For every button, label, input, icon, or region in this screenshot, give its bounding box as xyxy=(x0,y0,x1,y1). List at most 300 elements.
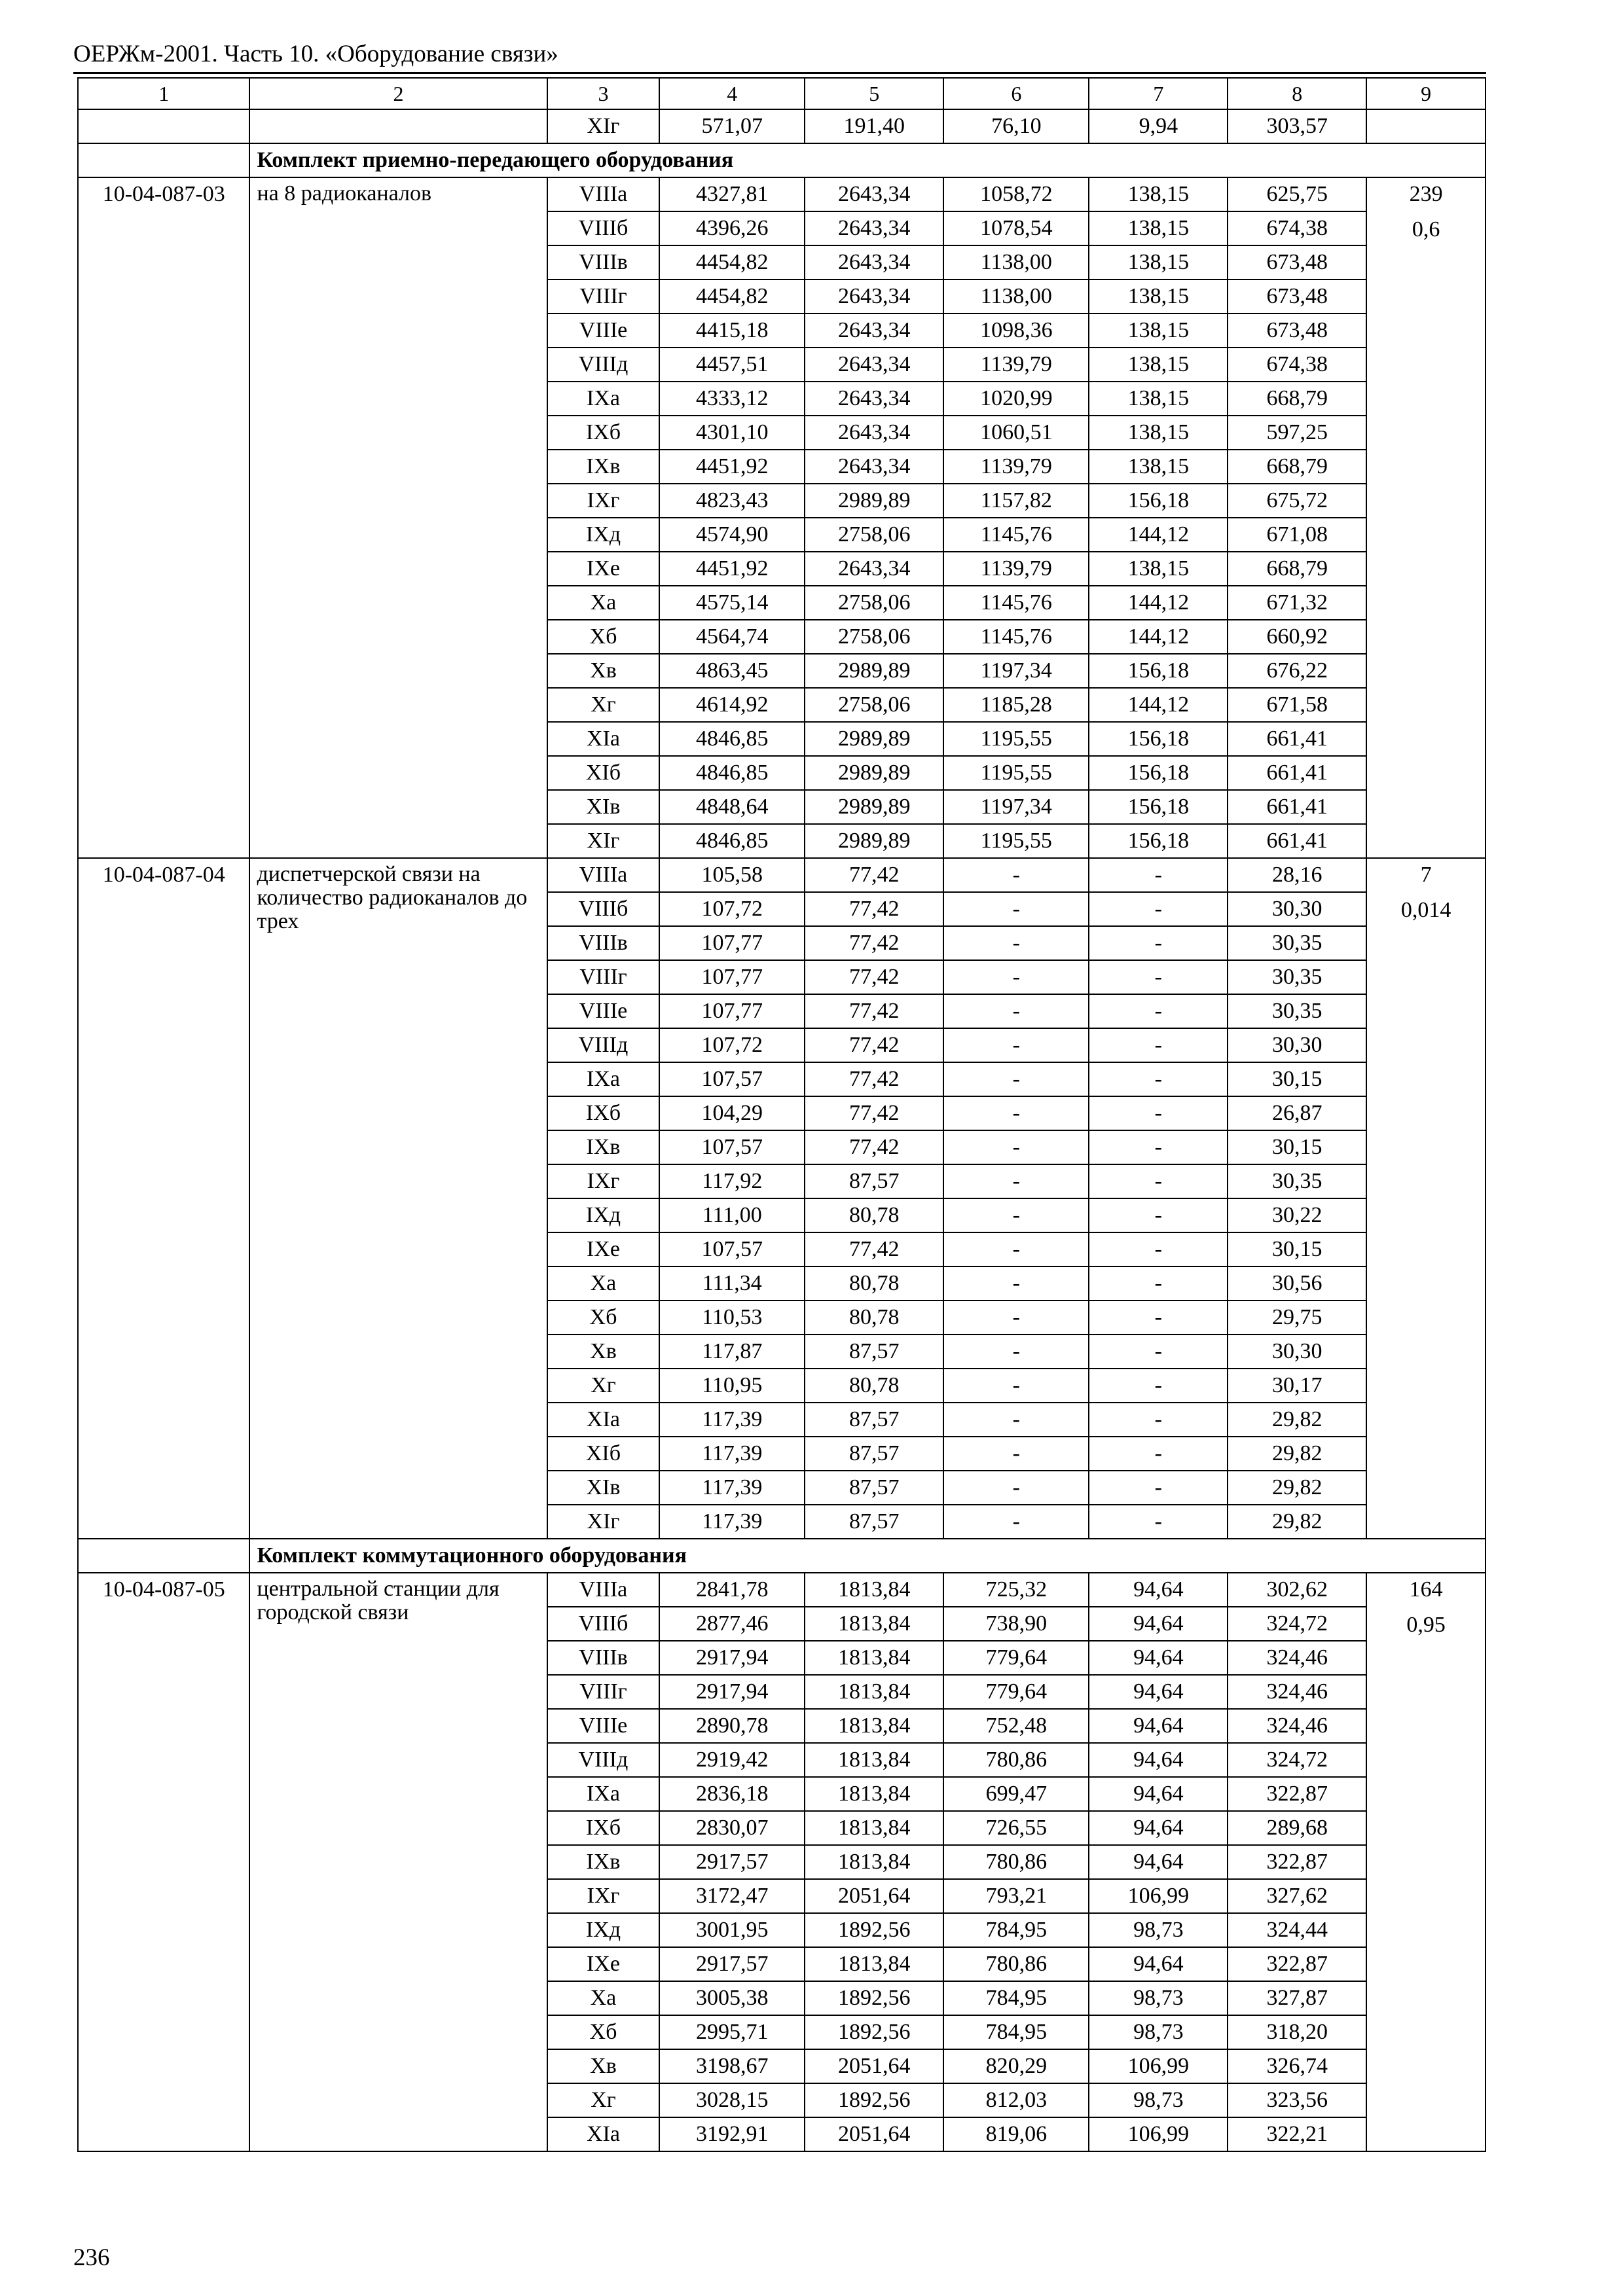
rates-table xyxy=(77,77,1486,2152)
value-cell: 30,30 xyxy=(1228,892,1366,926)
value-cell: 30,17 xyxy=(1228,1369,1366,1403)
zone-cell: Xв xyxy=(547,654,660,688)
zone-cell: VIIIа xyxy=(547,1573,660,1607)
value-cell: 138,15 xyxy=(1089,314,1228,348)
value-cell: 673,48 xyxy=(1228,245,1366,279)
value-cell: 77,42 xyxy=(805,1062,943,1096)
value-cell: 30,30 xyxy=(1228,1028,1366,1062)
value-cell: 156,18 xyxy=(1089,722,1228,756)
value-cell: 673,48 xyxy=(1228,279,1366,314)
value-cell: 1197,34 xyxy=(943,654,1089,688)
value-cell: 752,48 xyxy=(943,1709,1089,1743)
value-cell: 2758,06 xyxy=(805,518,943,552)
value-cell: 94,64 xyxy=(1089,1675,1228,1709)
zone-cell: IXд xyxy=(547,1913,660,1947)
value-cell: 104,29 xyxy=(659,1096,805,1130)
value-cell: 322,87 xyxy=(1228,1947,1366,1981)
value-cell: 94,64 xyxy=(1089,1777,1228,1811)
col9-value: 0,95 xyxy=(1406,1613,1446,1637)
value-cell: 105,58 xyxy=(659,858,805,892)
zone-cell: IXе xyxy=(547,1232,660,1266)
value-cell: - xyxy=(943,1369,1089,1403)
value-cell: 77,42 xyxy=(805,892,943,926)
column-number: 5 xyxy=(805,78,943,109)
zone-cell: Xа xyxy=(547,1266,660,1300)
value-cell: 4327,81 xyxy=(659,177,805,211)
value-cell: 94,64 xyxy=(1089,1743,1228,1777)
value-cell: 4846,85 xyxy=(659,824,805,858)
zone-cell: XIа xyxy=(547,2117,660,2151)
value-cell: 26,87 xyxy=(1228,1096,1366,1130)
value-cell: 2919,42 xyxy=(659,1743,805,1777)
value-cell: 2643,34 xyxy=(805,348,943,382)
zone-cell: VIIIа xyxy=(547,177,660,211)
zone-cell: IXг xyxy=(547,484,660,518)
zone-cell: XIв xyxy=(547,1471,660,1505)
value-cell: 2890,78 xyxy=(659,1709,805,1743)
value-cell: 671,08 xyxy=(1228,518,1366,552)
value-cell: 30,35 xyxy=(1228,994,1366,1028)
value-cell: 1195,55 xyxy=(943,756,1089,790)
zone-cell: XIб xyxy=(547,1437,660,1471)
column-number: 1 xyxy=(78,78,249,109)
value-cell: 30,15 xyxy=(1228,1130,1366,1164)
value-cell: 4846,85 xyxy=(659,722,805,756)
value-cell: - xyxy=(943,1062,1089,1096)
value-cell: 4301,10 xyxy=(659,416,805,450)
zone-cell: VIIIв xyxy=(547,926,660,960)
value-cell: 671,58 xyxy=(1228,688,1366,722)
value-cell: 2989,89 xyxy=(805,654,943,688)
value-cell: 1813,84 xyxy=(805,1811,943,1845)
value-cell: 1185,28 xyxy=(943,688,1089,722)
value-cell: 107,77 xyxy=(659,926,805,960)
zone-cell: XIа xyxy=(547,1403,660,1437)
value-cell: 94,64 xyxy=(1089,1573,1228,1607)
value-cell: 138,15 xyxy=(1089,382,1228,416)
value-cell: - xyxy=(1089,1198,1228,1232)
value-cell: 2051,64 xyxy=(805,1879,943,1913)
rate-code: 10-04-087-03 xyxy=(78,177,249,858)
value-cell: - xyxy=(943,1198,1089,1232)
value-cell: 106,99 xyxy=(1089,2049,1228,2083)
value-cell: 1197,34 xyxy=(943,790,1089,824)
value-cell: 327,62 xyxy=(1228,1879,1366,1913)
value-cell: - xyxy=(943,1505,1089,1539)
value-cell: - xyxy=(943,926,1089,960)
value-cell: 324,46 xyxy=(1228,1641,1366,1675)
value-cell: - xyxy=(1089,1096,1228,1130)
value-cell: - xyxy=(1089,1130,1228,1164)
value-cell: 1157,82 xyxy=(943,484,1089,518)
value-cell: 668,79 xyxy=(1228,382,1366,416)
value-cell: 674,38 xyxy=(1228,348,1366,382)
value-cell: 4454,82 xyxy=(659,245,805,279)
value-cell: 4333,12 xyxy=(659,382,805,416)
value-cell: 1892,56 xyxy=(805,2083,943,2117)
value-cell: - xyxy=(943,1130,1089,1164)
value-cell: 1195,55 xyxy=(943,824,1089,858)
value-cell: 117,39 xyxy=(659,1505,805,1539)
value-cell: 144,12 xyxy=(1089,620,1228,654)
value-cell: 191,40 xyxy=(805,109,943,143)
value-cell: 30,15 xyxy=(1228,1232,1366,1266)
section-spacer xyxy=(78,143,249,177)
value-cell: - xyxy=(943,1028,1089,1062)
value-cell: 668,79 xyxy=(1228,552,1366,586)
column-number-row xyxy=(78,78,1486,109)
value-cell: 76,10 xyxy=(943,109,1089,143)
zone-cell: Xа xyxy=(547,1981,660,2015)
value-cell: 793,21 xyxy=(943,1879,1089,1913)
column-number: 8 xyxy=(1228,78,1366,109)
value-cell: 2643,34 xyxy=(805,177,943,211)
zone-cell: VIIIв xyxy=(547,245,660,279)
value-cell: 779,64 xyxy=(943,1641,1089,1675)
value-cell: 4451,92 xyxy=(659,450,805,484)
value-cell: 117,87 xyxy=(659,1335,805,1369)
zone-cell: VIIIб xyxy=(547,1607,660,1641)
value-cell: 661,41 xyxy=(1228,756,1366,790)
column-number: 9 xyxy=(1366,78,1486,109)
zone-cell: VIIIг xyxy=(547,279,660,314)
value-cell: 2989,89 xyxy=(805,484,943,518)
zone-cell: IXа xyxy=(547,1062,660,1096)
value-cell: 2643,34 xyxy=(805,245,943,279)
value-cell: 77,42 xyxy=(805,1130,943,1164)
value-cell: - xyxy=(1089,1300,1228,1335)
zone-cell: VIIIв xyxy=(547,1641,660,1675)
value-cell: 327,87 xyxy=(1228,1981,1366,2015)
col9-values xyxy=(1366,177,1486,858)
value-cell: 156,18 xyxy=(1089,824,1228,858)
value-cell: 94,64 xyxy=(1089,1641,1228,1675)
value-cell: 1145,76 xyxy=(943,518,1089,552)
value-cell: - xyxy=(943,1164,1089,1198)
value-cell: 117,39 xyxy=(659,1471,805,1505)
value-cell: 289,68 xyxy=(1228,1811,1366,1845)
value-cell: 107,57 xyxy=(659,1130,805,1164)
value-cell: 324,72 xyxy=(1228,1743,1366,1777)
value-cell: - xyxy=(1089,1505,1228,1539)
value-cell: 156,18 xyxy=(1089,484,1228,518)
value-cell: 2051,64 xyxy=(805,2117,943,2151)
value-cell: 820,29 xyxy=(943,2049,1089,2083)
value-cell: 812,03 xyxy=(943,2083,1089,2117)
value-cell: 2758,06 xyxy=(805,688,943,722)
value-cell: 1138,00 xyxy=(943,279,1089,314)
zone-cell: VIIIг xyxy=(547,1675,660,1709)
section-spacer xyxy=(78,1539,249,1573)
page-number: 236 xyxy=(73,2244,110,2271)
value-cell: - xyxy=(1089,1335,1228,1369)
value-cell: 4574,90 xyxy=(659,518,805,552)
value-cell: 324,46 xyxy=(1228,1709,1366,1743)
value-cell: 4454,82 xyxy=(659,279,805,314)
value-cell: 676,22 xyxy=(1228,654,1366,688)
value-cell: - xyxy=(943,858,1089,892)
value-cell: 1139,79 xyxy=(943,348,1089,382)
value-cell: 322,87 xyxy=(1228,1777,1366,1811)
value-cell: 138,15 xyxy=(1089,211,1228,245)
value-cell: 138,15 xyxy=(1089,177,1228,211)
value-cell: 80,78 xyxy=(805,1198,943,1232)
value-cell: 2989,89 xyxy=(805,790,943,824)
value-cell: - xyxy=(943,994,1089,1028)
value-cell: 77,42 xyxy=(805,1232,943,1266)
value-cell: 4415,18 xyxy=(659,314,805,348)
value-cell: 80,78 xyxy=(805,1300,943,1335)
zone-cell: XIа xyxy=(547,722,660,756)
zone-cell: XIг xyxy=(547,109,660,143)
value-cell: 29,82 xyxy=(1228,1403,1366,1437)
value-cell: 144,12 xyxy=(1089,688,1228,722)
value-cell: - xyxy=(943,1403,1089,1437)
zone-cell: VIIIг xyxy=(547,960,660,994)
value-cell: - xyxy=(943,1096,1089,1130)
col9-values xyxy=(1366,1573,1486,2151)
value-cell: 110,53 xyxy=(659,1300,805,1335)
value-cell: 138,15 xyxy=(1089,279,1228,314)
value-cell: 1145,76 xyxy=(943,620,1089,654)
value-cell: - xyxy=(943,1266,1089,1300)
col9-cell xyxy=(1366,109,1486,143)
value-cell: 111,34 xyxy=(659,1266,805,1300)
value-cell: 87,57 xyxy=(805,1164,943,1198)
value-cell: 1892,56 xyxy=(805,2015,943,2049)
value-cell: 780,86 xyxy=(943,1743,1089,1777)
zone-cell: IXа xyxy=(547,1777,660,1811)
zone-cell: IXд xyxy=(547,518,660,552)
value-cell: 2841,78 xyxy=(659,1573,805,1607)
value-cell: - xyxy=(1089,960,1228,994)
value-cell: 2877,46 xyxy=(659,1607,805,1641)
zone-cell: IXд xyxy=(547,1198,660,1232)
value-cell: 303,57 xyxy=(1228,109,1366,143)
column-number: 4 xyxy=(659,78,805,109)
value-cell: 780,86 xyxy=(943,1845,1089,1879)
value-cell: 1813,84 xyxy=(805,1777,943,1811)
value-cell: 3192,91 xyxy=(659,2117,805,2151)
zone-cell: Xб xyxy=(547,620,660,654)
value-cell: 1813,84 xyxy=(805,1743,943,1777)
value-cell: 1813,84 xyxy=(805,1709,943,1743)
zone-cell: XIг xyxy=(547,824,660,858)
zone-cell: XIг xyxy=(547,1505,660,1539)
value-cell: 77,42 xyxy=(805,926,943,960)
value-cell: 106,99 xyxy=(1089,2117,1228,2151)
value-cell: - xyxy=(943,1437,1089,1471)
value-cell: 30,15 xyxy=(1228,1062,1366,1096)
value-cell: 3005,38 xyxy=(659,1981,805,2015)
value-cell: - xyxy=(1089,1062,1228,1096)
value-cell: 98,73 xyxy=(1089,2015,1228,2049)
value-cell: 30,35 xyxy=(1228,926,1366,960)
table-row xyxy=(78,858,1486,892)
value-cell: 87,57 xyxy=(805,1505,943,1539)
value-cell: 2836,18 xyxy=(659,1777,805,1811)
value-cell: 1145,76 xyxy=(943,586,1089,620)
value-cell: 87,57 xyxy=(805,1437,943,1471)
col9-values xyxy=(1366,858,1486,1539)
value-cell: 699,47 xyxy=(943,1777,1089,1811)
value-cell: 77,42 xyxy=(805,858,943,892)
value-cell: 1138,00 xyxy=(943,245,1089,279)
col9-value: 0,014 xyxy=(1400,898,1451,922)
value-cell: 98,73 xyxy=(1089,1981,1228,2015)
value-cell: - xyxy=(943,1471,1089,1505)
value-cell: 779,64 xyxy=(943,1675,1089,1709)
value-cell: - xyxy=(943,1300,1089,1335)
value-cell: 4575,14 xyxy=(659,586,805,620)
value-cell: 94,64 xyxy=(1089,1811,1228,1845)
value-cell: 4863,45 xyxy=(659,654,805,688)
value-cell: 668,79 xyxy=(1228,450,1366,484)
value-cell: 2643,34 xyxy=(805,552,943,586)
value-cell: - xyxy=(943,1232,1089,1266)
table-body xyxy=(78,78,1486,2151)
value-cell: 77,42 xyxy=(805,994,943,1028)
value-cell: 784,95 xyxy=(943,1913,1089,1947)
zone-cell: IXе xyxy=(547,552,660,586)
col9-value: 0,6 xyxy=(1412,217,1440,242)
value-cell: 80,78 xyxy=(805,1369,943,1403)
zone-cell: Xв xyxy=(547,1335,660,1369)
zone-cell: VIIIд xyxy=(547,1028,660,1062)
value-cell: 2758,06 xyxy=(805,586,943,620)
value-cell: 77,42 xyxy=(805,1096,943,1130)
code-cell xyxy=(78,109,249,143)
value-cell: - xyxy=(1089,1028,1228,1062)
value-cell: - xyxy=(943,1335,1089,1369)
value-cell: 2643,34 xyxy=(805,211,943,245)
value-cell: 28,16 xyxy=(1228,858,1366,892)
value-cell: 94,64 xyxy=(1089,1607,1228,1641)
value-cell: 2917,94 xyxy=(659,1675,805,1709)
value-cell: - xyxy=(1089,1369,1228,1403)
zone-cell: VIIIе xyxy=(547,994,660,1028)
value-cell: - xyxy=(1089,1164,1228,1198)
value-cell: 156,18 xyxy=(1089,654,1228,688)
value-cell: 2643,34 xyxy=(805,314,943,348)
zone-cell: VIIIе xyxy=(547,314,660,348)
value-cell: 107,57 xyxy=(659,1062,805,1096)
zone-cell: Xг xyxy=(547,688,660,722)
value-cell: 597,25 xyxy=(1228,416,1366,450)
zone-cell: VIIIд xyxy=(547,1743,660,1777)
value-cell: 106,99 xyxy=(1089,1879,1228,1913)
value-cell: 107,72 xyxy=(659,1028,805,1062)
section-heading: Комплект коммутационного оборудования xyxy=(249,1539,1486,1573)
title-rule xyxy=(73,72,1486,74)
zone-cell: Xв xyxy=(547,2049,660,2083)
value-cell: - xyxy=(943,892,1089,926)
value-cell: 98,73 xyxy=(1089,1913,1228,1947)
value-cell: - xyxy=(1089,892,1228,926)
value-cell: 117,92 xyxy=(659,1164,805,1198)
value-cell: 1078,54 xyxy=(943,211,1089,245)
value-cell: 29,82 xyxy=(1228,1505,1366,1539)
value-cell: 1892,56 xyxy=(805,1981,943,2015)
zone-cell: IXе xyxy=(547,1947,660,1981)
value-cell: 111,00 xyxy=(659,1198,805,1232)
zone-cell: Xб xyxy=(547,1300,660,1335)
value-cell: 738,90 xyxy=(943,1607,1089,1641)
value-cell: 675,72 xyxy=(1228,484,1366,518)
value-cell: 819,06 xyxy=(943,2117,1089,2151)
zone-cell: IXв xyxy=(547,450,660,484)
value-cell: 107,72 xyxy=(659,892,805,926)
value-cell: - xyxy=(1089,1232,1228,1266)
column-number: 3 xyxy=(547,78,660,109)
value-cell: 4846,85 xyxy=(659,756,805,790)
zone-cell: XIв xyxy=(547,790,660,824)
value-cell: 302,62 xyxy=(1228,1573,1366,1607)
value-cell: 1020,99 xyxy=(943,382,1089,416)
column-number: 7 xyxy=(1089,78,1228,109)
rate-name: центральной станции для городской связи xyxy=(249,1573,547,2151)
value-cell: 1892,56 xyxy=(805,1913,943,1947)
zone-cell: IXб xyxy=(547,1811,660,1845)
zone-cell: Xг xyxy=(547,1369,660,1403)
value-cell: 784,95 xyxy=(943,2015,1089,2049)
value-cell: 2917,94 xyxy=(659,1641,805,1675)
zone-cell: IXв xyxy=(547,1845,660,1879)
value-cell: 3028,15 xyxy=(659,2083,805,2117)
value-cell: 138,15 xyxy=(1089,245,1228,279)
value-cell: 29,75 xyxy=(1228,1300,1366,1335)
value-cell: 3001,95 xyxy=(659,1913,805,1947)
value-cell: 625,75 xyxy=(1228,177,1366,211)
page-title: ОЕРЖм-2001. Часть 10. «Оборудование связи» xyxy=(73,41,558,67)
value-cell: 780,86 xyxy=(943,1947,1089,1981)
value-cell: 1813,84 xyxy=(805,1607,943,1641)
value-cell: 4457,51 xyxy=(659,348,805,382)
zone-cell: VIIIд xyxy=(547,348,660,382)
table-row xyxy=(78,1573,1486,1607)
value-cell: 1813,84 xyxy=(805,1641,943,1675)
value-cell: 117,39 xyxy=(659,1437,805,1471)
value-cell: 661,41 xyxy=(1228,824,1366,858)
value-cell: 322,21 xyxy=(1228,2117,1366,2151)
col9-value: 164 xyxy=(1409,1577,1443,1602)
value-cell: 77,42 xyxy=(805,960,943,994)
value-cell: 117,39 xyxy=(659,1403,805,1437)
value-cell: 571,07 xyxy=(659,109,805,143)
value-cell: 94,64 xyxy=(1089,1845,1228,1879)
value-cell: 1139,79 xyxy=(943,450,1089,484)
value-cell: 661,41 xyxy=(1228,722,1366,756)
value-cell: 107,77 xyxy=(659,960,805,994)
zone-cell: Xб xyxy=(547,2015,660,2049)
column-number: 6 xyxy=(943,78,1089,109)
name-cell xyxy=(249,109,547,143)
zone-cell: Xг xyxy=(547,2083,660,2117)
zone-cell: IXб xyxy=(547,1096,660,1130)
value-cell: 4823,43 xyxy=(659,484,805,518)
table-row xyxy=(78,177,1486,211)
value-cell: 138,15 xyxy=(1089,348,1228,382)
value-cell: 726,55 xyxy=(943,1811,1089,1845)
value-cell: 2917,57 xyxy=(659,1845,805,1879)
value-cell: - xyxy=(1089,1437,1228,1471)
value-cell: 4396,26 xyxy=(659,211,805,245)
value-cell: 725,32 xyxy=(943,1573,1089,1607)
value-cell: 1195,55 xyxy=(943,722,1089,756)
value-cell: 2989,89 xyxy=(805,722,943,756)
rate-name: диспетчерской связи на количество радиоканалов до трех xyxy=(249,858,547,1539)
value-cell: 4848,64 xyxy=(659,790,805,824)
